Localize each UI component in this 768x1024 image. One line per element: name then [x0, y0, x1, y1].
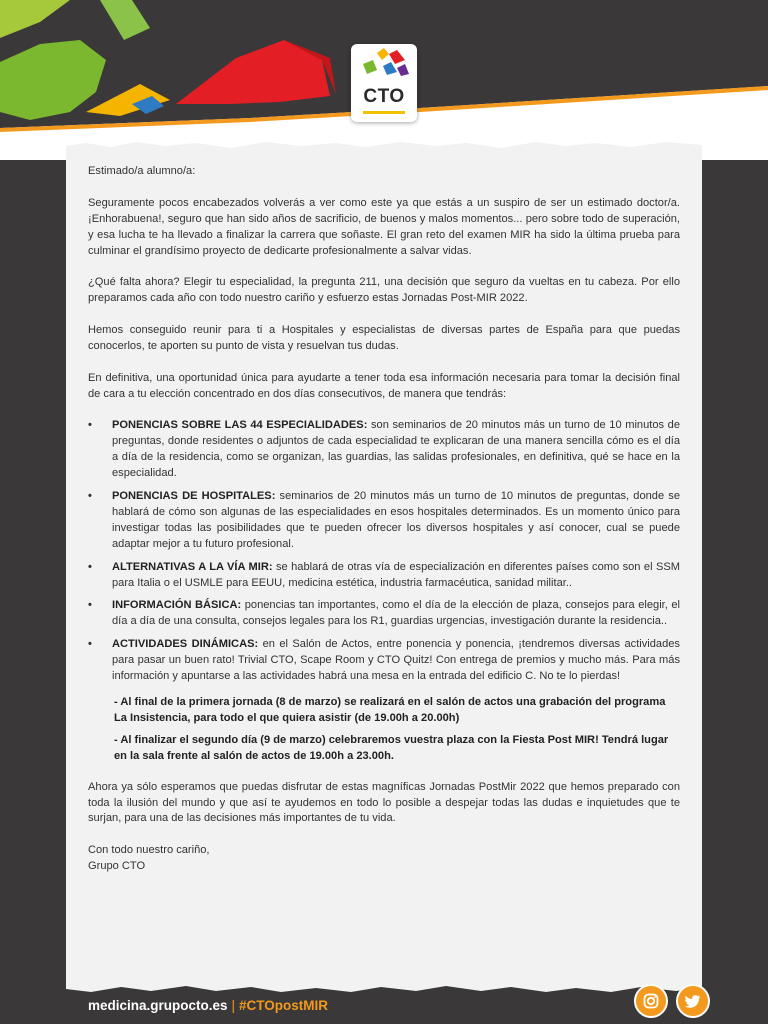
list-item-title: PONENCIAS DE HOSPITALES:: [112, 490, 276, 503]
page-footer: [0, 990, 768, 1024]
logo-text: CTO: [363, 86, 405, 107]
event-note: - Al final de la primera jornada (8 de marzo) se realizará en el salón de actos una grabación del programa La Insistencia, para todo el que quiera asistir (de 19.00h a 20.00h): [114, 696, 666, 724]
list-item-text: en el Salón de Actos, entre ponencia y ponencia, ¡tendremos diversas actividades para pasar un buen rato! Trivial CTO, Scape Room y CTO Quitz! Con entrega de premios y mucho más. Para más información y apuntarse a las actividades habrá una mesa en la entrada del edificio C. No te lo pierdas!: [112, 638, 680, 683]
list-item-text: seminarios de 20 minutos más un turno de 10 minutos de preguntas, donde se hablará de cómo son algunas de las especialidades en esos hospitales determinados. Es un momento único para investigar todas las posibilidades que te pueden ofrecer los diversos hospitales y así conocer, cual se puede adaptar mejor a tu futuro profesional.: [112, 490, 680, 550]
list-item: [88, 598, 680, 630]
list-item: [88, 489, 680, 553]
footer-separator: |: [231, 998, 236, 1013]
intro-paragraph: Seguramente pocos encabezados volverás a ver como este ya que estás a un suspiro de ser un estimado doctor/a. ¡Enhorabuena!, seguro que han sido años de sacrificio, de buenos y malos momentos... pero sobre todo de superación, y esa lucha te ha llevado a finalizar la carrera que soñaste. El gran reto del examen MIR ha sido la última prueba para culminar el grandísimo proyecto de dedicarte profesionalmente a salvar vidas.: [88, 196, 680, 257]
website-link[interactable]: medicina.grupocto.es: [88, 998, 228, 1013]
list-item-text: ponencias tan importantes, como el día de la elección de plaza, consejos para elegir, el día a día de una consulta, consejos legales para los R1, guardias urgencias, investigación durante la residencia..: [112, 599, 680, 628]
torn-edge-top: [66, 140, 702, 150]
cto-logo: [351, 44, 417, 122]
signoff: Con todo nuestro cariño,: [88, 844, 210, 857]
list-item-title: ACTIVIDADES DINÁMICAS:: [112, 638, 259, 651]
list-item: [88, 560, 680, 592]
hashtag-link[interactable]: #CTOpostMIR: [239, 998, 329, 1013]
twitter-icon[interactable]: [676, 984, 710, 1018]
logo-underline: [363, 111, 405, 114]
signature: Grupo CTO: [88, 860, 146, 873]
list-item-text: se hablará de otras vía de especialización en diferentes países como son el SSM para Italia o el USMLE para EEUU, medicina estética, industria farmacéutica, sanidad militar..: [112, 560, 680, 589]
cto-logo-mark: [351, 44, 417, 90]
list-item-title: INFORMACIÓN BÁSICA:: [112, 599, 242, 612]
intro-paragraph: En definitiva, una oportunidad única para ayudarte a tener toda esa información necesaria para tomar la decisión final de cara a tu elección concentrado en dos días consecutivos, de manera que tendrás:: [88, 371, 680, 400]
greeting: Estimado/a alumno/a:: [88, 165, 196, 177]
list-item-title: PONENCIAS SOBRE LAS 44 ESPECIALIDADES:: [112, 419, 368, 432]
list-item: [88, 637, 680, 685]
letter-body: [88, 164, 680, 875]
instagram-icon[interactable]: [634, 984, 668, 1018]
event-note: - Al finalizar el segundo día (9 de marzo) celebraremos vuestra plaza con la Fiesta Post MIR! Tendrá lugar en la sala frente al salón de actos de 19.00h a 23.00h.: [114, 733, 669, 762]
list-item-title: ALTERNATIVAS A LA VÍA MIR:: [112, 560, 273, 573]
closing-paragraph: Ahora ya sólo esperamos que puedas disfrutar de estas magníficas Jornadas PostMir 2022 que hemos preparado con toda la ilusión del mundo y que así te ayudemos en todo lo posible a despejar todas las dudas e inquietudes que te surjan, para una de las decisiones más importantes de tu vida.: [88, 780, 680, 825]
list-item: [88, 418, 680, 482]
footer-text: [88, 998, 328, 1013]
list-item-text: son seminarios de 20 minutos más un turno de 10 minutos de preguntas, donde residentes o adjuntos de cada especialidad te explicaran de una manera sencilla cómo es el día a día de la residencia, como se organizan, las guardias, las salidas profesionales, en definitiva, qué se hace en la especialidad.: [112, 419, 681, 480]
page-header: [0, 0, 768, 160]
intro-paragraph: Hemos conseguido reunir para ti a Hospitales y especialistas de diversas partes de España para que puedas conocerlos, te aporten su punto de vista y resuelvan tus dudas.: [88, 324, 680, 352]
activity-list: [88, 418, 680, 685]
intro-paragraph: ¿Qué falta ahora? Elegir tu especialidad, la pregunta 211, una decisión que seguro da vueltas en tu cabeza. Por ello preparamos cada año con todo nuestro cariño y esfuerzo estas Jornadas Post-MIR 2022.: [88, 276, 680, 305]
